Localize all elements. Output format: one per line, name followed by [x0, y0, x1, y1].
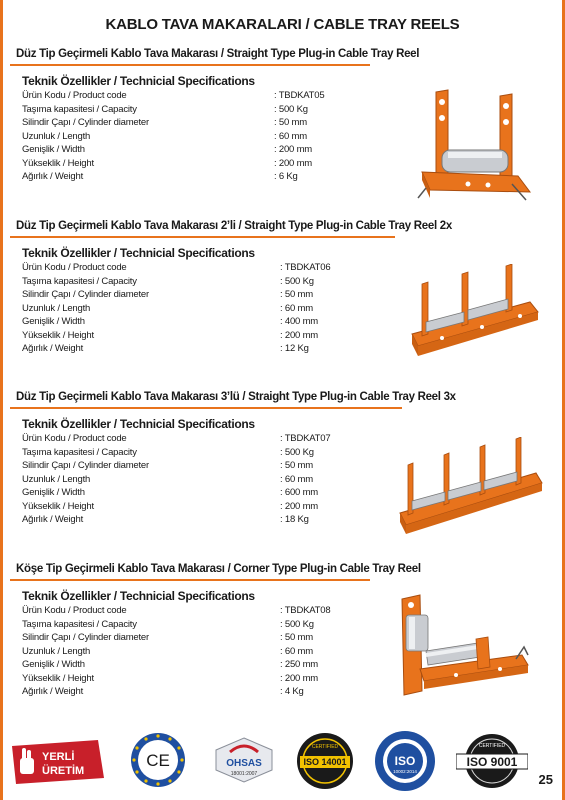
spec-label: Uzunluk / Length	[22, 473, 91, 485]
spec-label: Ağırlık / Weight	[22, 514, 84, 525]
spec-value: : 500 Kg	[274, 103, 308, 115]
ce-badge	[130, 732, 186, 788]
spec-value: : 4 Kg	[280, 686, 304, 697]
left-edge-stripe	[0, 0, 3, 800]
iso14001-badge	[296, 732, 354, 790]
ohsas-badge	[212, 736, 276, 784]
spec-value: : 50 mm	[280, 460, 313, 471]
spec-row-weight	[22, 342, 352, 356]
spec-row-capacity	[22, 103, 352, 117]
spec-heading: Teknik Özellikler / Technicial Specifications	[22, 246, 255, 260]
spec-row-weight	[22, 170, 352, 184]
spec-row-capacity	[22, 275, 352, 289]
spec-value: : 500 Kg	[280, 618, 314, 630]
uretim-label: ÜRETİM	[42, 765, 85, 777]
spec-row-code	[22, 89, 352, 103]
page-title: KABLO TAVA MAKARALARI / CABLE TRAY REELS	[105, 16, 460, 33]
spec-label: Silindir Çapı / Cylinder diameter	[22, 632, 149, 643]
spec-label: Silindir Çapı / Cylinder diameter	[22, 460, 149, 471]
spec-value: : 50 mm	[274, 117, 307, 128]
spec-label: Uzunluk / Length	[22, 645, 91, 657]
spec-value: : 250 mm	[280, 659, 318, 670]
spec-value: : 400 mm	[280, 316, 318, 327]
spec-value: : TBDKAT05	[274, 90, 325, 101]
section-title: Düz Tip Geçirmeli Kablo Tava Makarası 2’li / Straight Type Plug-in Cable Tray Reel 2x	[16, 220, 452, 232]
page-number: 25	[538, 772, 553, 787]
iso9001-certified: CERTIFIED	[478, 743, 506, 749]
spec-label: Ürün Kodu / Product code	[22, 262, 127, 273]
spec-label: Genişlik / Width	[22, 487, 85, 498]
section-rule	[10, 236, 395, 238]
spec-value: : 50 mm	[280, 289, 313, 300]
section-rule	[10, 64, 370, 66]
spec-row-weight	[22, 513, 352, 527]
spec-row-cylinder	[22, 459, 352, 473]
spec-label: Taşıma kapasitesi / Capacity	[22, 103, 137, 115]
spec-value: : 60 mm	[280, 302, 313, 314]
spec-label: Taşıma kapasitesi / Capacity	[22, 618, 137, 630]
spec-row-code	[22, 432, 352, 446]
spec-row-height	[22, 500, 352, 514]
spec-label: Silindir Çapı / Cylinder diameter	[22, 117, 149, 128]
spec-value: : TBDKAT08	[280, 605, 331, 616]
spec-value: : 200 mm	[280, 500, 318, 512]
spec-row-cylinder	[22, 288, 352, 302]
spec-value: : 600 mm	[280, 487, 318, 498]
spec-label: Ağırlık / Weight	[22, 171, 84, 182]
spec-value: : 200 mm	[274, 157, 312, 169]
spec-value: : 50 mm	[280, 632, 313, 643]
spec-label: Yükseklik / Height	[22, 329, 94, 341]
product-image-triple-reel	[394, 437, 546, 537]
spec-row-weight	[22, 685, 352, 699]
spec-row-capacity	[22, 618, 352, 632]
iso10002-badge	[374, 730, 436, 792]
spec-value: : 60 mm	[280, 473, 313, 485]
spec-row-width	[22, 486, 352, 500]
spec-row-width	[22, 658, 352, 672]
spec-heading: Teknik Özellikler / Technicial Specifications	[22, 74, 255, 88]
section-title: Düz Tip Geçirmeli Kablo Tava Makarası / Straight Type Plug-in Cable Tray Reel	[16, 48, 420, 60]
spec-row-length	[22, 473, 352, 487]
iso9001-badge	[456, 732, 528, 790]
spec-row-height	[22, 157, 352, 171]
spec-label: Genişlik / Width	[22, 144, 85, 155]
product-image-single-reel	[408, 88, 538, 203]
spec-label: Genişlik / Width	[22, 659, 85, 670]
spec-label: Taşıma kapasitesi / Capacity	[22, 446, 137, 458]
spec-value: : 200 mm	[274, 144, 312, 155]
spec-list	[22, 261, 352, 356]
product-image-double-reel	[402, 264, 542, 364]
spec-row-length	[22, 645, 352, 659]
iso14001-label: ISO 14001	[303, 757, 347, 767]
spec-row-code	[22, 261, 352, 275]
ohsas-label: OHSAS	[226, 758, 262, 769]
spec-value: : TBDKAT07	[280, 433, 331, 444]
spec-label: Uzunluk / Length	[22, 130, 91, 142]
yerli-uretim-badge	[12, 740, 104, 784]
spec-label: Uzunluk / Length	[22, 302, 91, 314]
spec-label: Ürün Kodu / Product code	[22, 90, 127, 101]
spec-value: : 500 Kg	[280, 446, 314, 458]
spec-value: : 12 Kg	[280, 343, 309, 354]
spec-value: : 60 mm	[280, 645, 313, 657]
spec-label: Ürün Kodu / Product code	[22, 433, 127, 444]
spec-row-height	[22, 672, 352, 686]
spec-label: Ürün Kodu / Product code	[22, 605, 127, 616]
spec-value: : 500 Kg	[280, 275, 314, 287]
ohsas-standard: 18001:2007	[230, 771, 258, 777]
spec-value: : TBDKAT06	[280, 262, 331, 273]
spec-list	[22, 432, 352, 527]
spec-row-cylinder	[22, 631, 352, 645]
certification-badges	[0, 728, 565, 796]
section-title: Düz Tip Geçirmeli Kablo Tava Makarası 3’lü / Straight Type Plug-in Cable Tray Reel 3x	[16, 391, 456, 403]
spec-label: Silindir Çapı / Cylinder diameter	[22, 289, 149, 300]
spec-label: Taşıma kapasitesi / Capacity	[22, 275, 137, 287]
spec-list	[22, 604, 352, 699]
spec-value: : 6 Kg	[274, 171, 298, 182]
spec-heading: Teknik Özellikler / Technicial Specifications	[22, 589, 255, 603]
section-rule	[10, 407, 402, 409]
ce-mark: CE	[146, 751, 170, 770]
section-rule	[10, 579, 370, 581]
spec-value: : 200 mm	[280, 672, 318, 684]
spec-label: Yükseklik / Height	[22, 157, 94, 169]
iso10002-standard: 10002:2014	[393, 769, 417, 774]
iso10002-label: ISO	[394, 754, 416, 768]
section-title: Köşe Tip Geçirmeli Kablo Tava Makarası / Corner Type Plug-in Cable Tray Reel	[16, 563, 421, 575]
spec-row-capacity	[22, 446, 352, 460]
spec-row-width	[22, 143, 352, 157]
spec-label: Genişlik / Width	[22, 316, 85, 327]
spec-list	[22, 89, 352, 184]
spec-row-length	[22, 130, 352, 144]
spec-heading: Teknik Özellikler / Technicial Specifications	[22, 417, 255, 431]
spec-label: Ağırlık / Weight	[22, 686, 84, 697]
spec-label: Yükseklik / Height	[22, 500, 94, 512]
spec-row-height	[22, 329, 352, 343]
spec-row-code	[22, 604, 352, 618]
spec-label: Ağırlık / Weight	[22, 343, 84, 354]
iso9001-label: ISO 9001	[466, 755, 518, 769]
spec-label: Yükseklik / Height	[22, 672, 94, 684]
yerli-label: YERLİ	[42, 751, 75, 763]
spec-row-length	[22, 302, 352, 316]
spec-value: : 60 mm	[274, 130, 307, 142]
product-image-corner-reel	[396, 591, 536, 701]
spec-row-cylinder	[22, 116, 352, 130]
spec-value: : 200 mm	[280, 329, 318, 341]
spec-value: : 18 Kg	[280, 514, 309, 525]
iso14001-certified: CERTIFIED	[311, 744, 339, 750]
spec-row-width	[22, 315, 352, 329]
